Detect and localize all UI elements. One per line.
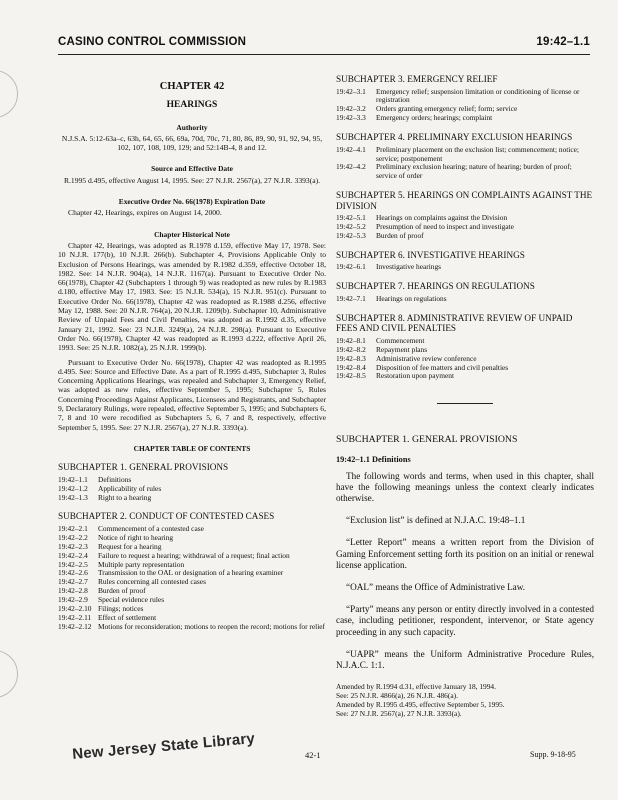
toc-title: Transmission to the OAL or designation of a hearing examiner: [98, 568, 284, 578]
toc-number: 19:42–6.1: [336, 262, 366, 272]
toc-number: 19:42–8.3: [336, 353, 366, 363]
toc-row: [336, 223, 594, 232]
toc-title: Administrative review conference: [376, 353, 477, 363]
toc-title: Request for a hearing: [98, 541, 162, 551]
subchapter-1-heading: SUBCHAPTER 1. GENERAL PROVISIONS: [58, 462, 229, 473]
definitions-intro: The following words and terms, when used in this chapter, shall have the following meanings unless the context clearly indicates otherwise.: [336, 470, 594, 504]
toc-title: Repayment plans: [376, 344, 428, 354]
header-section: 19:42–1.1: [536, 36, 590, 48]
toc-number: 19:42–2.10: [58, 604, 92, 614]
toc-title: Right to a hearing: [98, 492, 152, 502]
historical-note-p1: Chapter 42, Hearings, was adopted as R.1978 d.159, effective May 17, 1978. See: 10 N.J.R. 177(b), 10 N.J.R. 266(b). Subchapter 4, Provisions Applicable Only to Exclusion of Persons Hearings, was amended by R.1982 d.359, effective October 18, 1982. See: 14 N.J.R. 904(a), 14 N.J.R. 1167(a). Pursuant to Executive Order No. 66(1978), Chapter 42 (Subchapters 1 through 9) was readopted as new rules by R.1983 d.180, effective May 17, 1983. See: 15 N.J.R. 534(a), 15 N.J.R. 951(c). Pursuant to Executive Order No. 66(1978), Chapter 42 was readopted as R.1988 d.256, effective May 12, 1988. See: 20 N.J.R. 764(a), 20 N.J.R. 1209(b). Subchapter 10, Administrative Review of Unpaid Fees and Civil Penalties, was adopted as R.1992 d.35, effective January 21, 1992. See: 23 N.J.R. 3249(a), 24 N.J.R. 298(a). Pursuant to Executive Order No. 66(1978), Chapter 42 was readopted as R.1993 d.222, effective April 26, 1993. See: 25 N.J.R. 1082(a), 25 N.J.R. 1999(b).: [58, 240, 326, 353]
toc-title: Orders granting emergency relief; form; service: [376, 104, 518, 114]
toc-title: Commencement: [376, 335, 425, 345]
subchapter-8-list: [336, 337, 594, 382]
page-number: 42-1: [305, 750, 321, 760]
toc-row: [336, 163, 594, 181]
toc-row: [336, 372, 594, 381]
toc-title: Effect of settlement: [98, 612, 157, 622]
toc-number: 19:42–3.3: [336, 113, 366, 123]
amendment-line: See: 25 N.J.R. 4866(a), 26 N.J.R. 486(a).: [336, 691, 458, 701]
binder-hole-mark: [0, 650, 18, 698]
toc-row: [336, 364, 594, 373]
toc-number: 19:42–1.1: [58, 474, 88, 484]
toc-title: Notice of right to hearing: [98, 532, 174, 542]
toc-title: Failure to request a hearing; withdrawal of a request; final action: [98, 550, 290, 560]
toc-number: 19:42–4.2: [336, 162, 366, 172]
subchapter-6-list: [336, 263, 594, 272]
toc-number: 19:42–1.2: [58, 483, 88, 493]
subchapter-5-heading: SUBCHAPTER 5. HEARINGS ON COMPLAINTS AGAINST THE DIVISION: [336, 190, 593, 211]
toc-number: 19:42–3.2: [336, 104, 366, 114]
toc-title: Definitions: [98, 474, 132, 484]
running-header: [58, 36, 590, 48]
subchapter-1-main-heading: SUBCHAPTER 1. GENERAL PROVISIONS: [336, 434, 518, 446]
toc-number: 19:42–8.5: [336, 371, 366, 381]
historical-note-heading: Chapter Historical Note: [154, 229, 230, 239]
toc-number: 19:42–1.3: [58, 492, 88, 502]
toc-title: Burden of proof: [98, 586, 146, 596]
toc-number: 19:42–4.1: [336, 144, 366, 154]
definitions-heading: 19:42–1.1 Definitions: [336, 455, 411, 465]
subchapter-7-heading: SUBCHAPTER 7. HEARINGS ON REGULATIONS: [336, 281, 535, 292]
toc-number: 19:42–8.4: [336, 362, 366, 372]
toc-heading: CHAPTER TABLE OF CONTENTS: [133, 443, 251, 453]
toc-number: 19:42–2.2: [58, 532, 88, 542]
definition-exclusion-list: “Exclusion list” is defined at N.J.A.C. 19:48–1.1: [346, 515, 526, 526]
subchapter-4-heading: SUBCHAPTER 4. PRELIMINARY EXCLUSION HEARINGS: [336, 132, 573, 143]
toc-number: 19:42–2.11: [58, 612, 92, 622]
toc-number: 19:42–2.1: [58, 523, 88, 533]
toc-row: [336, 114, 594, 123]
toc-title: Hearings on complaints against the Division: [376, 213, 508, 223]
toc-row: [58, 494, 326, 503]
section-divider: [437, 403, 493, 404]
toc-title: Filings; notices: [98, 604, 144, 614]
toc-number: 19:42–2.7: [58, 577, 88, 587]
toc-row: [336, 88, 594, 106]
source-text: R.1995 d.495, effective August 14, 1995. See: 27 N.J.R. 2567(a), 27 N.J.R. 3393(a).: [63, 175, 321, 185]
eo-heading: Executive Order No. 66(1978) Expiration Date: [118, 197, 266, 207]
source-heading: Source and Effective Date: [151, 164, 233, 174]
toc-row: [336, 146, 594, 164]
authority-text: N.J.S.A. 5:12-63a–c, 63h, 64, 65, 66, 69a, 70d, 70c, 71, 80, 86, 89, 90, 91, 92, 94, 95, 102, 107, 108, 109, 129; and 52:14B-4, 8 and 12.: [61, 133, 323, 153]
toc-title: Preliminary placement on the exclusion list; commencement; notice; service; postponement: [376, 144, 579, 163]
subchapter-2-list: [58, 525, 326, 632]
amendment-line: See: 27 N.J.R. 2567(a), 27 N.J.R. 3393(a).: [336, 708, 462, 718]
toc-number: 19:42–2.6: [58, 568, 88, 578]
amendment-history: [336, 683, 594, 719]
toc-number: 19:42–8.2: [336, 344, 366, 354]
definition-oal: “OAL” means the Office of Administrative Law.: [346, 582, 526, 593]
toc-number: 19:42–3.1: [336, 86, 366, 96]
toc-number: 19:42–2.8: [58, 586, 88, 596]
toc-title: Multiple party representation: [98, 559, 185, 569]
toc-title: Motions for reconsideration; motions to reopen the record; motions for relief: [98, 621, 325, 631]
definition-party: “Party” means any person or entity directly involved in a contested case, including petitioner, respondent, intervenor, or State agency proceeding in any such capacity.: [336, 604, 594, 637]
toc-number: 19:42–2.4: [58, 550, 88, 560]
toc-title: Applicability of rules: [98, 483, 162, 493]
toc-title: Presumption of need to inspect and investigate: [376, 222, 514, 232]
definition-letter-report: “Letter Report” means a written report from the Division of Gaming Enforcement setting forth its position on an initial or renewal license application.: [336, 537, 594, 570]
amendment-line: Amended by R.1995 d.495, effective September 5, 1995.: [336, 700, 505, 710]
right-column: [336, 66, 594, 719]
toc-number: 19:42–5.2: [336, 222, 366, 232]
toc-row: [336, 295, 594, 304]
subchapter-3-heading: SUBCHAPTER 3. EMERGENCY RELIEF: [336, 74, 498, 84]
subchapter-6-heading: SUBCHAPTER 6. INVESTIGATIVE HEARINGS: [336, 249, 525, 260]
toc-row: [336, 263, 594, 272]
binder-hole-mark: [0, 70, 18, 118]
toc-title: Special evidence rules: [98, 595, 165, 605]
toc-number: 19:42–8.1: [336, 335, 366, 345]
toc-title: Preliminary exclusion hearing; nature of hearing; burden of proof; service of order: [376, 162, 572, 181]
toc-title: Emergency relief; suspension limitation or conditioning of license or registration: [376, 86, 580, 105]
header-rule: [58, 54, 590, 55]
toc-title: Hearings on regulations: [376, 293, 447, 303]
subchapter-3-list: [336, 88, 594, 124]
library-stamp: New Jersey State Library: [71, 730, 256, 763]
toc-number: 19:42–5.1: [336, 213, 366, 223]
toc-title: Emergency orders; hearings; complaint: [376, 113, 493, 123]
subchapter-4-list: [336, 146, 594, 182]
subchapter-5-list: [336, 214, 594, 241]
toc-number: 19:42–5.3: [336, 231, 366, 241]
historical-note-p2: Pursuant to Executive Order No. 66(1978), Chapter 42 was readopted as R.1995 d.495. See: Source and Effective Date. As a part of R.1995 d.495, Subchapter 3, Rules Concerning Applications Hearings, was repealed and Subchapter 3, Emergency Relief, was adopted as new rules, effective September 5, 1995; Subchapter 5, Rules Concerning Proceedings Against Applicants, Licensees and Registrants, and Subchapter 9, Declaratory Rulings, were repealed, effective September 5, 1995; and Subchapters 6, 7, 8 and 10 were recodified as Subchapters 5, 6, 7 and 8, respectively, effective September 5, 1995. See: 27 N.J.R. 2567(a), 27 N.J.R. 3393(a).: [58, 357, 326, 432]
toc-number: 19:42–7.1: [336, 293, 366, 303]
toc-title: Burden of proof: [376, 231, 424, 241]
supplement-date: Supp. 9-18-95: [530, 750, 576, 759]
subchapter-7-list: [336, 295, 594, 304]
chapter-number: CHAPTER 42: [159, 81, 225, 92]
toc-number: 19:42–2.9: [58, 595, 88, 605]
subchapter-2-heading: SUBCHAPTER 2. CONDUCT OF CONTESTED CASES: [58, 511, 275, 522]
toc-title: Rules concerning all contested cases: [98, 577, 206, 587]
chapter-title: HEARINGS: [166, 100, 218, 111]
subchapter-8-heading: SUBCHAPTER 8. ADMINISTRATIVE REVIEW OF UNPAID FEES AND CIVIL PENALTIES: [336, 312, 573, 334]
toc-title: Disposition of fee matters and civil penalties: [376, 362, 509, 372]
amendment-line: Amended by R.1994 d.31, effective January 18, 1994.: [336, 682, 496, 692]
authority-heading: Authority: [176, 122, 208, 132]
toc-title: Commencement of a contested case: [98, 523, 204, 533]
toc-title: Restoration upon payment: [376, 371, 454, 381]
subchapter-1-list: [58, 476, 326, 503]
toc-number: 19:42–2.12: [58, 621, 92, 631]
header-title: CASINO CONTROL COMMISSION: [58, 36, 247, 48]
toc-title: Investigative hearings: [376, 262, 442, 272]
toc-number: 19:42–2.5: [58, 559, 88, 569]
toc-number: 19:42–2.3: [58, 541, 88, 551]
toc-row: [336, 232, 594, 241]
eo-text: Chapter 42, Hearings, expires on August 14, 2000.: [68, 208, 222, 218]
definition-uapr: “UAPR” means the Uniform Administrative Procedure Rules, N.J.A.C. 1:1.: [336, 648, 594, 671]
left-column: [58, 66, 326, 632]
toc-row: [58, 623, 326, 632]
toc-row: [336, 337, 594, 346]
